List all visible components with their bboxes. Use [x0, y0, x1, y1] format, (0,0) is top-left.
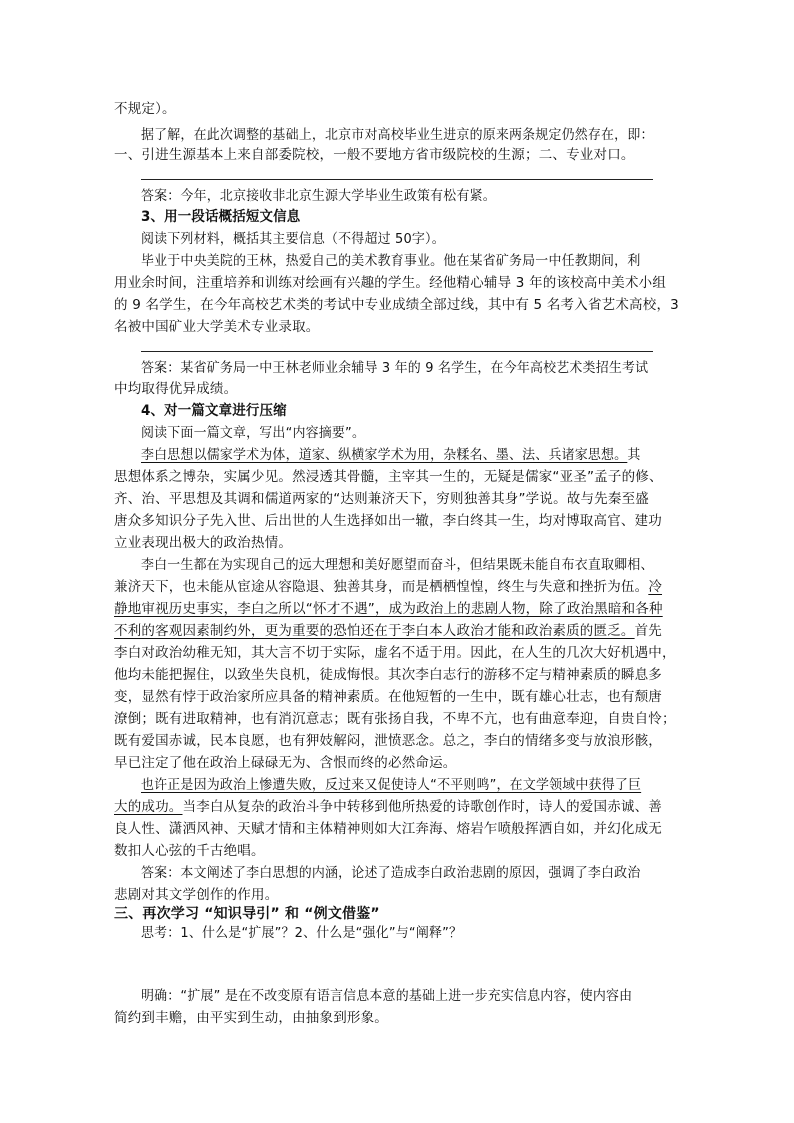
underlined-text: 静地审视历史事实，李白之所以“怀才不遇”，成为政治上的悲剧人物，除了政治黑暗和各种	[114, 601, 663, 617]
text-line: 既有爱国赤诚，民本良愿，也有狎妓解闷，泄愤恶念。总之，李白的情绪多变与放浪形骸，	[114, 733, 662, 749]
text-line: 阅读下面一篇文章，写出“内容摘要”。	[141, 425, 366, 441]
underlined-text: 大的成功。	[114, 799, 183, 815]
text-line	[141, 445, 684, 465]
text-line: 他均未能把握住，以致坐失良机，徒成悔恨。其次李白志行的游移不定与精神素质的瞬息多	[114, 667, 662, 683]
underlined-text: 也许正是因为政治上惨遭失败，反过来又促使诗人“不平则鸣”，在文学领域中获得了巨	[141, 777, 642, 793]
underlined-text: 李白思想以儒家学术为体，道家、纵横家学术为用，杂糅名、墨、法、兵诸家思想。	[141, 447, 628, 463]
text-line: 唐众多知识分子先入世、后出世的人生选择如出一辙，李白终其一生，均对博取高官、建功	[114, 513, 662, 529]
text-span: 当李白从复杂的政治斗争中转移到他所热爱的诗歌创作时，诗人的爱国赤诚、善	[182, 799, 662, 815]
text-line: 良人性、潇洒风神、天赋才情和主体精神则如大江奔海、熔岩乍喷般挥洒自如，并幻化成无	[114, 821, 662, 837]
text-line	[114, 577, 680, 597]
text-line	[114, 621, 680, 641]
answer-blank-line	[141, 179, 653, 180]
answer-text: 中均取得优异成绩。	[114, 381, 238, 397]
text-line: 思想体系之博杂，实属少见。然浸透其骨髓，主宰其一生的，无疑是儒家“亚圣”孟子的修、	[114, 469, 663, 485]
text-line: 不规定）。	[114, 101, 176, 117]
text-line: 早已注定了他在政治上碌碌无为、含恨而终的必然命运。	[114, 755, 457, 771]
text-line: 据了解，在此次调整的基础上，北京市对高校毕业生进京的原来两条规定仍然存在，即：	[141, 127, 654, 143]
text-span: 首先	[634, 623, 663, 639]
answer-text: 答案：本文阐述了李白思想的内涵，论述了造成李白政治悲剧的原因，强调了李白政治	[141, 865, 641, 881]
section-heading: 3、用一段话概括短文信息	[141, 209, 301, 225]
underlined-text: 冷	[648, 579, 663, 595]
text-line: 齐、治、平思想及其调和儒道两家的“达则兼济天下，穷则独善其身”学说。故与先秦至盛	[114, 491, 649, 507]
section-heading: 4、对一篇文章进行压缩	[141, 403, 287, 419]
answer-blank-line	[141, 351, 653, 352]
text-line: 立业表现出极大的政治热情。	[114, 535, 293, 551]
text-line: 用业余时间，注重培养和训练对绘画有兴趣的学生。经他精心辅导 3 年的该校高中美术小组	[114, 275, 667, 291]
text-line: 变，显然有悖于政治家所应具备的精神素质。在他短暂的一生中，既有雄心壮志，也有颓唐	[114, 689, 662, 705]
text-line: 的 9 名学生，在今年高校艺术类的考试中专业成绩全部过线，其中有 5 名考入省艺术高校，3	[114, 297, 679, 313]
answer-text: 悲剧对其文学创作的作用。	[114, 887, 279, 903]
answer-text: 答案：今年，北京接收非北京生源大学毕业生政策有松有紧。	[141, 188, 496, 204]
text-line: 阅读下列材料，概括其主要信息（不得超过 50字）。	[141, 231, 445, 247]
text-line: 名被中国矿业大学美术专业录取。	[114, 319, 320, 335]
text-line	[114, 797, 680, 817]
text-line: 明确：“扩展” 是在不改变原有语言信息本意的基础上进一步充实信息内容，使内容由	[141, 988, 633, 1004]
text-line: 潦倒；既有进取精神，也有消沉意志；既有张扬自我，不卑不亢，也有曲意奉迎，自贵自怜；	[114, 711, 676, 727]
text-line: 数扣人心弦的千古绝唱。	[114, 843, 265, 859]
text-span: 兼济天下，也未能从宦途从容隐退、独善其身，而是栖栖惶惶，终生与失意和挫折为伍。	[114, 579, 649, 595]
answer-text: 答案：某省矿务局一中王林老师业余辅导 3 年的 9 名学生，在今年高校艺术类招生考试	[141, 360, 649, 376]
text-line: 李白对政治幼稚无知，其大言不切于实际，虚名不适于用。因此，在人生的几次大好机遇中，	[114, 645, 676, 661]
section-heading: 三、再次学习 “知识导引” 和 “例文借鉴”	[114, 906, 380, 922]
text-line: 毕业于中央美院的王林，热爱自己的美术教育事业。他在某省矿务局一中任教期间，利	[141, 253, 641, 269]
text-span: 其	[627, 447, 641, 463]
text-line: 简约到丰赡，由平实到生动，由抽象到形象。	[114, 1010, 388, 1026]
text-line: 李白一生都在为实现自己的远大理想和美好愿望而奋斗，但结果既未能自布衣直取卿相、	[141, 557, 654, 573]
underlined-text: 不利的客观因素制约外，更为重要的恐怕还在于李白本人政治才能和政治素质的匮乏。	[114, 623, 635, 639]
text-line: 思考：1、什么是“扩展”？2、什么是“强化”与“阐释”？	[141, 925, 463, 941]
text-line: 一、引进生源基本上来自部委院校，一般不要地方省市级院校的生源；二、专业对口。	[114, 147, 635, 163]
